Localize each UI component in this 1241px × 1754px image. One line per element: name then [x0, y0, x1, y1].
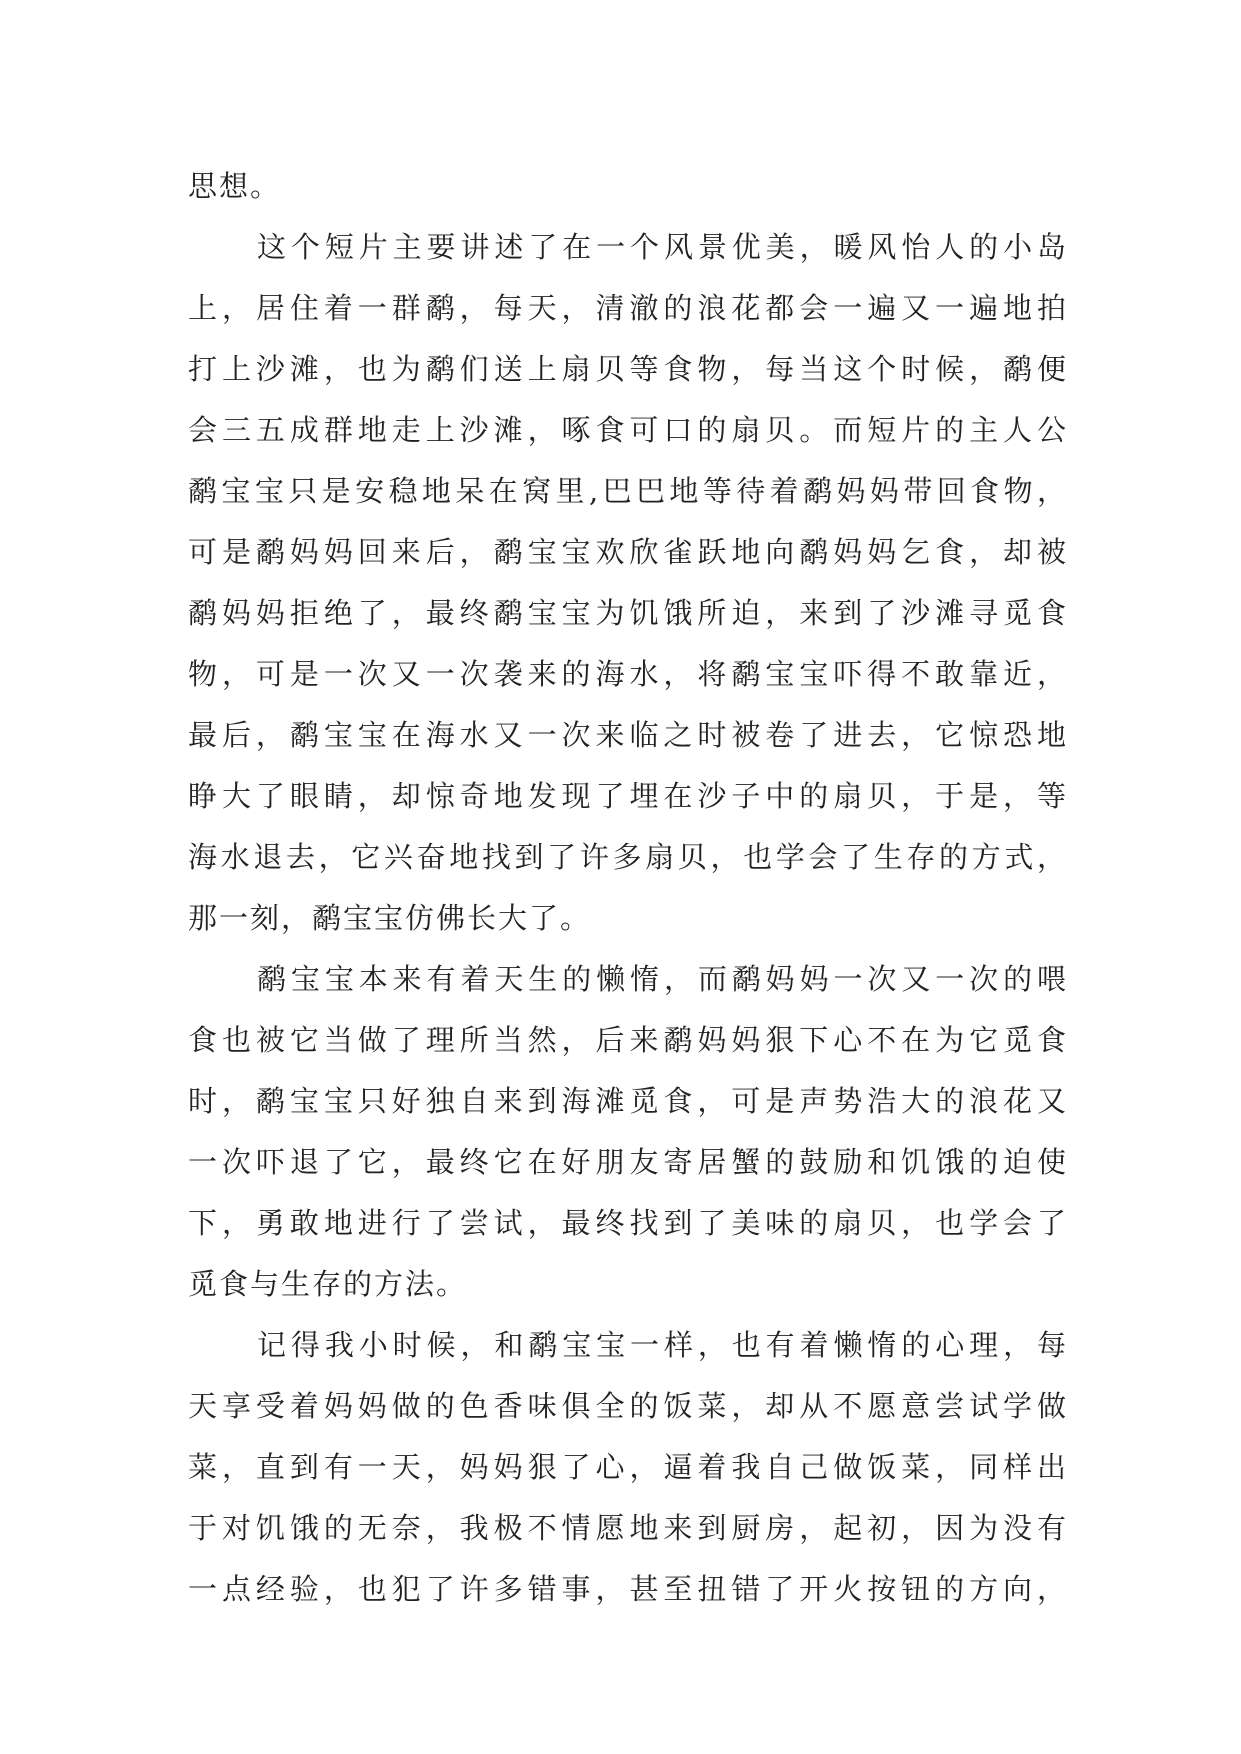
paragraph-line: 睁大了眼睛，却惊奇地发现了埋在沙子中的扇贝，于是，等: [188, 779, 1068, 813]
paragraph-line: 记得我小时候，和鹬宝宝一样，也有着懒惰的心理，每: [257, 1328, 1068, 1362]
paragraph-line: 于对饥饿的无奈，我极不情愿地来到厨房，起初，因为没有: [188, 1511, 1068, 1545]
paragraph-line: 鹬宝宝本来有着天生的懒惰，而鹬妈妈一次又一次的喂: [257, 962, 1068, 996]
paragraph-line: 时，鹬宝宝只好独自来到海滩觅食，可是声势浩大的浪花又: [188, 1084, 1068, 1118]
paragraph-line: 鹬宝宝只是安稳地呆在窝里,巴巴地等待着鹬妈妈带回食物，: [188, 474, 1068, 508]
paragraph-line: 物，可是一次又一次袭来的海水，将鹬宝宝吓得不敢靠近，: [188, 657, 1068, 691]
paragraph-line: 思想。: [188, 169, 282, 203]
paragraph-line: 最后，鹬宝宝在海水又一次来临之时被卷了进去，它惊恐地: [188, 718, 1068, 752]
paragraph-line: 觅食与生存的方法。: [188, 1267, 468, 1301]
paragraph-line: 食也被它当做了理所当然，后来鹬妈妈狠下心不在为它觅食: [188, 1023, 1068, 1057]
paragraph-line: 上，居住着一群鹬，每天，清澈的浪花都会一遍又一遍地拍: [188, 291, 1068, 325]
paragraph-line: 菜，直到有一天，妈妈狠了心，逼着我自己做饭菜，同样出: [188, 1450, 1068, 1484]
paragraph-line: 一次吓退了它，最终它在好朋友寄居蟹的鼓励和饥饿的迫使: [188, 1145, 1068, 1179]
paragraph-line: 那一刻，鹬宝宝仿佛长大了。: [188, 901, 592, 935]
paragraph-line: 下，勇敢地进行了尝试，最终找到了美味的扇贝，也学会了: [188, 1206, 1068, 1240]
paragraph-line: 鹬妈妈拒绝了，最终鹬宝宝为饥饿所迫，来到了沙滩寻觅食: [188, 596, 1068, 630]
paragraph-line: 可是鹬妈妈回来后，鹬宝宝欢欣雀跃地向鹬妈妈乞食，却被: [188, 535, 1068, 569]
paragraph-line: 会三五成群地走上沙滩，啄食可口的扇贝。而短片的主人公: [188, 413, 1068, 447]
paragraph-line: 海水退去，它兴奋地找到了许多扇贝，也学会了生存的方式，: [188, 840, 1068, 874]
paragraph-line: 天享受着妈妈做的色香味俱全的饭菜，却从不愿意尝试学做: [188, 1389, 1068, 1423]
paragraph-line: 打上沙滩，也为鹬们送上扇贝等食物，每当这个时候，鹬便: [188, 352, 1068, 386]
paragraph-line: 一点经验，也犯了许多错事，甚至扭错了开火按钮的方向，: [188, 1572, 1068, 1606]
document-body: [188, 156, 1068, 1620]
paragraph-line: 这个短片主要讲述了在一个风景优美，暖风怡人的小岛: [257, 230, 1068, 264]
